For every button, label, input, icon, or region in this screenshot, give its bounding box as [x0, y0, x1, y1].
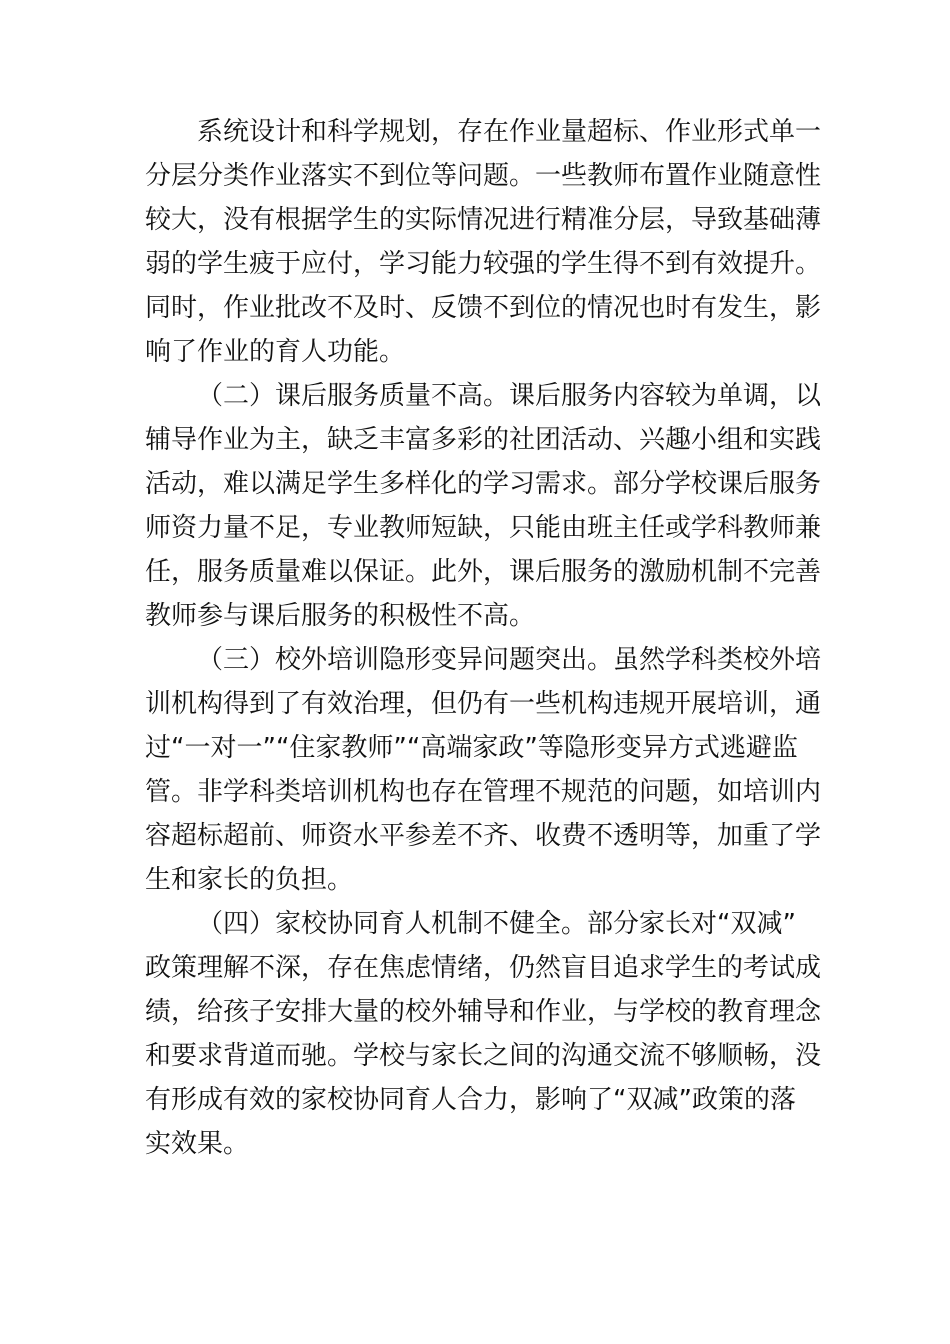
- paragraph-line: 政策理解不深，存在焦虑情绪，仍然盲目追求学生的考试成: [145, 953, 822, 983]
- paragraph-line: 管。非学科类培训机构也存在管理不规范的问题，如培训内: [145, 777, 822, 807]
- paragraph-line: 响了作业的育人功能。: [145, 337, 406, 367]
- paragraph-line: 辅导作业为主，缺乏丰富多彩的社团活动、兴趣小组和实践: [145, 425, 822, 455]
- paragraph-line: 师资力量不足，专业教师短缺，只能由班主任或学科教师兼: [145, 513, 822, 543]
- paragraph-line: 较大，没有根据学生的实际情况进行精准分层，导致基础薄: [145, 205, 822, 235]
- paragraph-line: 训机构得到了有效治理，但仍有一些机构违规开展培训，通: [145, 689, 822, 719]
- paragraph-line: 活动，难以满足学生多样化的学习需求。部分学校课后服务: [145, 469, 822, 499]
- paragraph-line: 弱的学生疲于应付，学习能力较强的学生得不到有效提升。: [145, 249, 822, 279]
- paragraph-line: 过“一对一”“住家教师”“高端家政”等隐形变异方式逃避监: [145, 733, 798, 763]
- paragraph-line: 和要求背道而驰。学校与家长之间的沟通交流不够顺畅，没: [145, 1041, 822, 1071]
- section-heading-line: （三）校外培训隐形变异问题突出。虽然学科类校外培: [197, 645, 822, 675]
- paragraph-line: 有形成有效的家校协同育人合力，影响了“双减”政策的落: [145, 1085, 796, 1115]
- section-heading-line: （二）课后服务质量不高。课后服务内容较为单调，以: [197, 381, 822, 411]
- paragraph-line: 生和家长的负担。: [145, 865, 354, 895]
- paragraph-line: 实效果。: [145, 1129, 250, 1159]
- paragraph-line: 同时，作业批改不及时、反馈不到位的情况也时有发生，影: [145, 293, 822, 323]
- paragraph-line: 绩，给孩子安排大量的校外辅导和作业，与学校的教育理念: [145, 997, 822, 1027]
- document-body: [145, 110, 822, 1166]
- paragraph-line: 分层分类作业落实不到位等问题。一些教师布置作业随意性: [145, 161, 822, 191]
- paragraph-line: 任，服务质量难以保证。此外，课后服务的激励机制不完善: [145, 557, 822, 587]
- section-heading-line: （四）家校协同育人机制不健全。部分家长对“双减”: [197, 909, 796, 939]
- paragraph-line: 容超标超前、师资水平参差不齐、收费不透明等，加重了学: [145, 821, 822, 851]
- paragraph-line: 系统设计和科学规划，存在作业量超标、作业形式单一: [197, 117, 822, 147]
- paragraph-line: 教师参与课后服务的积极性不高。: [145, 601, 536, 631]
